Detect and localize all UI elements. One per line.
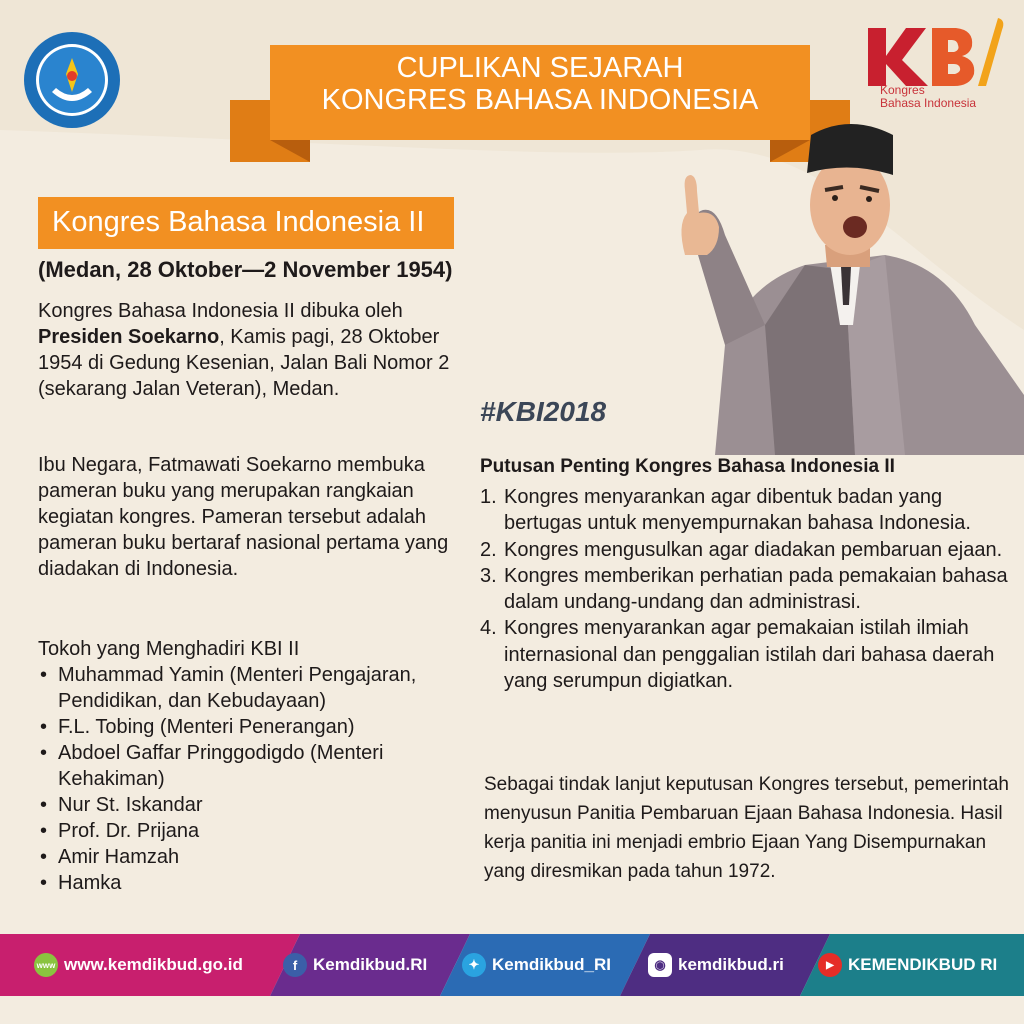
banner-title-line2: KONGRES BAHASA INDONESIA <box>321 84 759 116</box>
footer-website-link[interactable] <box>34 948 243 982</box>
putusan-item <box>480 484 1010 537</box>
facebook-icon: f <box>283 953 307 977</box>
paragraph-opening-a: Kongres Bahasa Indonesia II dibuka oleh <box>38 300 403 322</box>
putusan-item <box>480 537 1010 563</box>
footer-instagram-link[interactable] <box>648 948 784 982</box>
footer-instagram-label: kemdikbud.ri <box>678 955 784 974</box>
tokoh-item: • F.L. Tobing (Menteri Penerangan) <box>38 714 478 740</box>
tokoh-item: • Hamka <box>38 870 478 896</box>
tokoh-item: • Abdoel Gaffar Pringgodigdo (Menteri Kehakiman) <box>38 740 478 792</box>
section-subtitle: (Medan, 28 Oktober—2 November 1954) <box>38 257 453 282</box>
putusan-title: Putusan Penting Kongres Bahasa Indonesia II <box>480 456 895 477</box>
footer-facebook-link[interactable] <box>283 948 427 982</box>
tokoh-list <box>38 662 478 896</box>
kbi-logo-sub2: Bahasa Indonesia <box>880 96 977 110</box>
putusan-number: 4. <box>480 617 497 640</box>
footer-youtube-label: KEMENDIKBUD RI <box>848 955 998 974</box>
twitter-icon: ✦ <box>462 953 486 977</box>
paragraph-opening <box>38 298 458 402</box>
footer-website-label: www.kemdikbud.go.id <box>64 955 243 974</box>
tokoh-item: • Amir Hamzah <box>38 844 478 870</box>
tokoh-item: • Muhammad Yamin (Menteri Pengajaran, Pendidikan, dan Kebudayaan) <box>38 662 478 714</box>
tokoh-item: • Prof. Dr. Prijana <box>38 818 478 844</box>
instagram-icon: ◉ <box>648 953 672 977</box>
putusan-number: 3. <box>480 564 497 587</box>
kbi-logo-sub1: Kongres <box>880 83 925 97</box>
putusan-number: 2. <box>480 538 497 561</box>
soekarno-illustration-icon <box>655 95 1024 455</box>
paragraph-opening-bold: Presiden Soekarno <box>38 326 220 348</box>
closing-paragraph: Sebagai tindak lanjut keputusan Kongres tersebut, pemerintah menyusun Panitia Pembaruan Ejaan Bahasa Indonesia. Hasil kerja panitia ini menjadi embrio Ejaan Yang Disempurnakan yang diresmikan pada tahun 1972. <box>484 774 1009 882</box>
youtube-icon: ▶ <box>818 953 842 977</box>
putusan-item <box>480 615 1010 694</box>
footer-twitter-link[interactable] <box>462 948 611 982</box>
section-title: Kongres Bahasa Indonesia II <box>52 206 425 238</box>
paragraph-opening-b: , Kamis pagi, 28 Oktober 1954 di Gedung Kesenian, Jalan Bali Nomor 2 (sekarang Jalan Veteran), Medan. <box>38 326 450 400</box>
banner-title-line1: CUPLIKAN SEJARAH <box>396 52 684 84</box>
tokoh-heading: Tokoh yang Menghadiri KBI II <box>38 638 300 660</box>
putusan-text: Kongres menyarankan agar dibentuk badan yang bertugas untuk menyempurnakan bahasa Indonesia. <box>504 486 971 535</box>
putusan-text: Kongres mengusulkan agar diadakan pembaruan ejaan. <box>504 538 1003 561</box>
putusan-list <box>480 484 1010 694</box>
hashtag: #KBI2018 <box>480 396 607 427</box>
paragraph-exhibition: Ibu Negara, Fatmawati Soekarno membuka pameran buku yang merupakan rangkaian kegiatan kongres. Pameran tersebut adalah pameran buku bertaraf nasional pertama yang diadakan di Indonesia. <box>38 454 449 580</box>
putusan-text: Kongres menyarankan agar pemakaian istilah ilmiah internasional dan penggalian istilah dari bahasa daerah yang serumpun digiatkan. <box>504 617 995 693</box>
footer-facebook-label: Kemdikbud.RI <box>313 955 428 974</box>
putusan-number: 1. <box>480 486 497 508</box>
tokoh-item: • Nur St. Iskandar <box>38 792 478 818</box>
putusan-text: Kongres memberikan perhatian pada pemakaian bahasa dalam undang-undang dan administrasi. <box>504 564 1008 614</box>
website-icon: www <box>34 953 58 977</box>
putusan-item <box>480 563 1010 616</box>
footer-youtube-link[interactable] <box>818 948 997 982</box>
footer-twitter-label: Kemdikbud_RI <box>492 955 612 974</box>
tut-wuri-handayani-seal-icon <box>22 30 122 130</box>
